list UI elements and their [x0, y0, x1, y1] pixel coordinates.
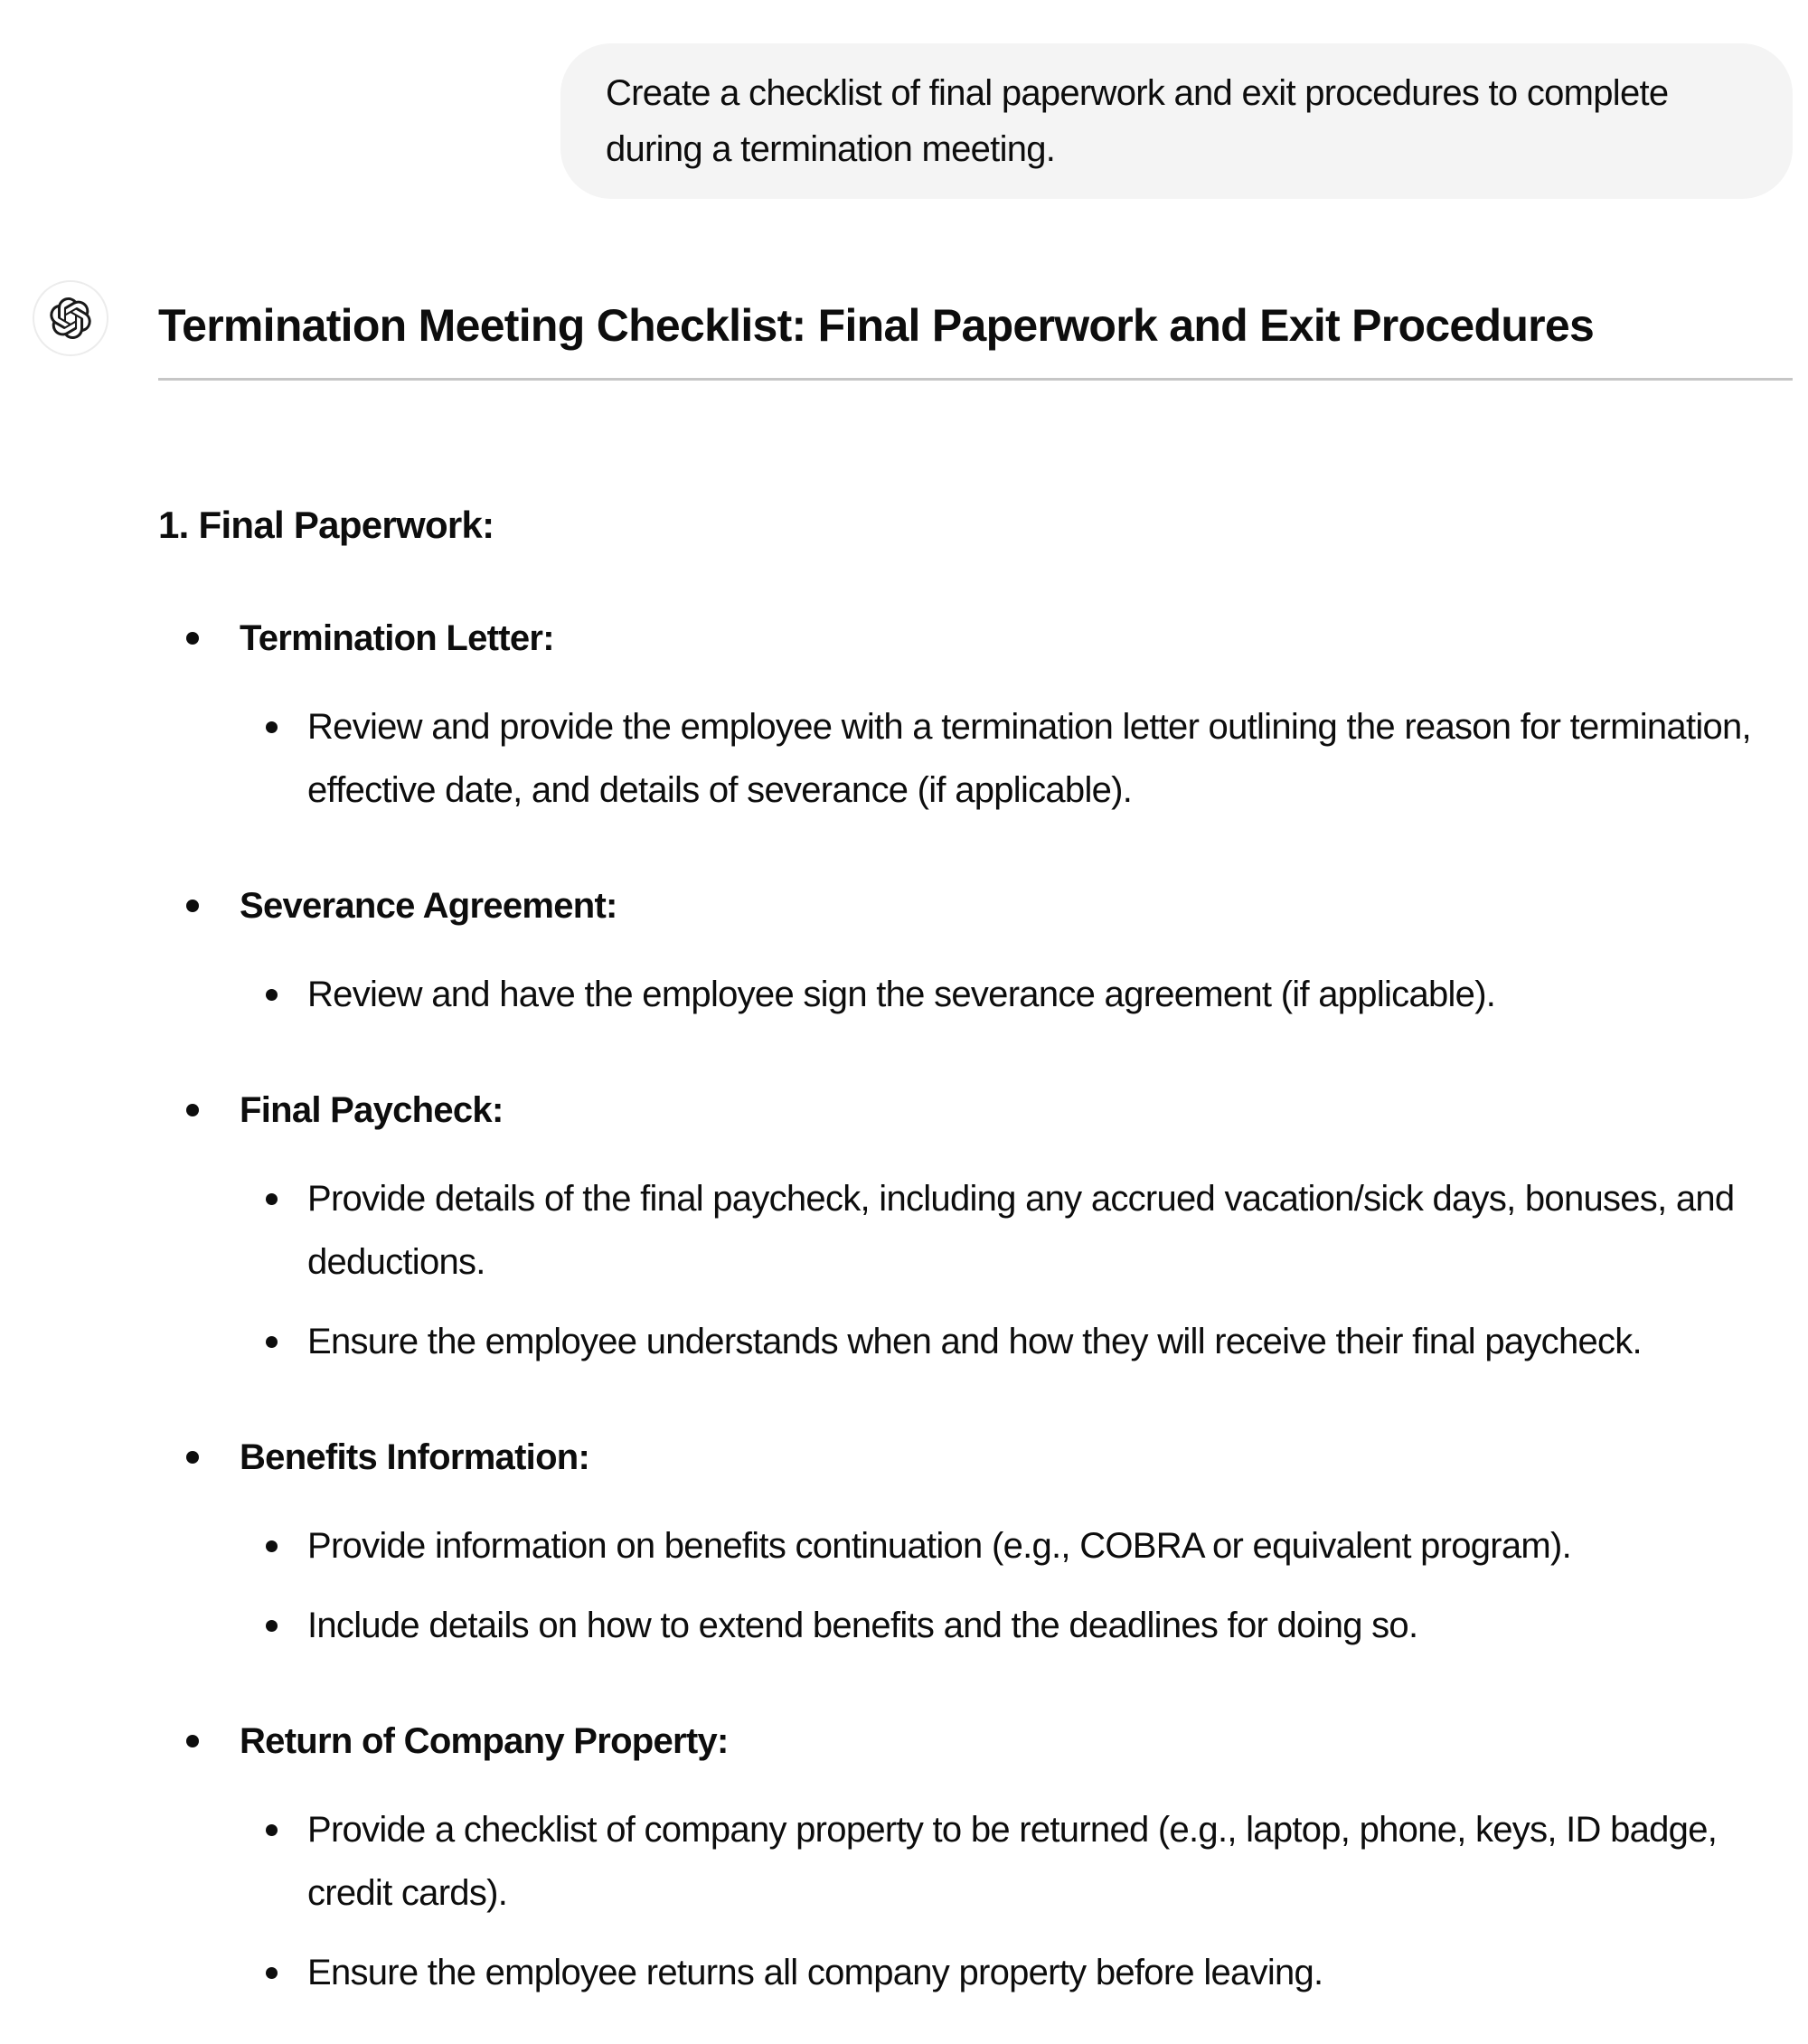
sub-list [240, 695, 1793, 822]
checklist-item [158, 874, 1793, 1026]
sub-list [240, 1167, 1793, 1373]
checklist-item [158, 607, 1793, 822]
item-label: Termination Letter: [240, 618, 554, 658]
checklist-item [158, 1079, 1793, 1373]
item-label: Final Paycheck: [240, 1090, 504, 1130]
sub-item [240, 1167, 1793, 1294]
divider [158, 378, 1793, 381]
sub-item-text: Ensure the employee understands when and how they will receive their final paycheck. [307, 1322, 1642, 1361]
sub-item [240, 1310, 1793, 1373]
sub-item [240, 963, 1793, 1026]
sub-list [240, 963, 1793, 1026]
sub-item-text: Provide information on benefits continuation (e.g., COBRA or equivalent program). [307, 1526, 1572, 1566]
checklist [158, 607, 1793, 2004]
user-message-bubble [560, 43, 1793, 199]
item-label: Severance Agreement: [240, 886, 617, 926]
assistant-avatar [33, 280, 108, 356]
openai-logo-icon [50, 297, 91, 339]
checklist-item [158, 1710, 1793, 2004]
assistant-content [158, 298, 1793, 2004]
checklist-item [158, 1426, 1793, 1657]
sub-item [240, 1594, 1793, 1657]
sub-item [240, 695, 1793, 822]
sub-item [240, 1798, 1793, 1925]
sub-item-text: Include details on how to extend benefits and the deadlines for doing so. [307, 1606, 1418, 1645]
user-message-row [0, 0, 1808, 199]
user-message-text: Create a checklist of final paperwork and exit procedures to complete during a termination meeting. [606, 73, 1669, 169]
sub-item [240, 1941, 1793, 2004]
sub-item-text: Review and provide the employee with a termination letter outlining the reason for termination, effective date, and details of severance (if applicable). [307, 707, 1751, 810]
response-title: Termination Meeting Checklist: Final Paperwork and Exit Procedures [158, 300, 1595, 351]
assistant-message [0, 298, 1808, 2004]
sub-item-text: Ensure the employee returns all company property before leaving. [307, 1953, 1323, 1992]
sub-list [240, 1798, 1793, 2004]
sub-item-text: Provide details of the final paycheck, including any accrued vacation/sick days, bonuses, and deductions. [307, 1179, 1735, 1282]
section-heading: 1. Final Paperwork: [158, 504, 494, 546]
sub-list [240, 1514, 1793, 1657]
sub-item [240, 1514, 1793, 1578]
sub-item-text: Provide a checklist of company property to be returned (e.g., laptop, phone, keys, ID badge, credit cards). [307, 1810, 1718, 1913]
item-label: Benefits Information: [240, 1437, 590, 1477]
item-label: Return of Company Property: [240, 1721, 729, 1761]
sub-item-text: Review and have the employee sign the severance agreement (if applicable). [307, 975, 1496, 1014]
